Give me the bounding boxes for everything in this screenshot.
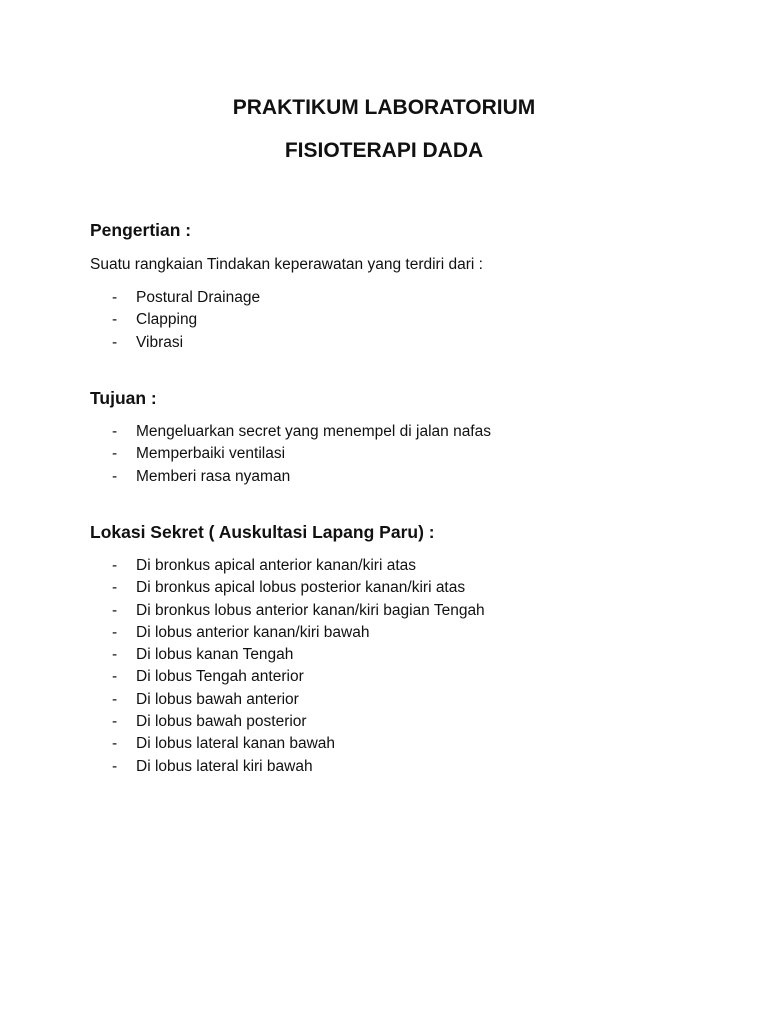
bullet-dash: -	[112, 690, 118, 708]
list-item-text: Clapping	[136, 311, 198, 329]
list-item-text: Memberi rasa nyaman	[136, 467, 291, 485]
list-item-text: Postural Drainage	[136, 289, 261, 306]
bullet-dash: -	[112, 646, 118, 664]
bullet-dash: -	[112, 289, 118, 306]
bullet-dash: -	[112, 467, 118, 485]
pengertian-intro: Suatu rangkaian Tindakan keperawatan yang terdiri dari :	[90, 256, 483, 273]
bullet-dash: -	[112, 423, 118, 440]
bullet-dash: -	[112, 757, 118, 775]
bullet-dash: -	[112, 445, 118, 463]
bullet-dash: -	[112, 735, 118, 753]
bullet-dash: -	[112, 623, 118, 641]
list-item-text: Di lobus kanan Tengah	[136, 646, 294, 664]
document-title-line-1: PRAKTIKUM LABORATORIUM	[232, 96, 536, 119]
bullet-dash: -	[112, 668, 118, 686]
list-item-text: Vibrasi	[136, 333, 184, 351]
list-item-text: Di bronkus apical anterior kanan/kiri atas	[136, 557, 416, 574]
list-item-text: Mengeluarkan secret yang menempel di jalan nafas	[136, 423, 491, 440]
bullet-dash: -	[112, 557, 118, 574]
list-item-text: Memperbaiki ventilasi	[136, 445, 286, 463]
bullet-dash: -	[112, 311, 118, 329]
list-item-text: Di bronkus lobus anterior kanan/kiri bagian Tengah	[136, 601, 485, 619]
list-item-text: Di bronkus apical lobus posterior kanan/kiri atas	[136, 579, 466, 597]
tujuan-heading: Tujuan :	[90, 388, 157, 408]
list-item-text: Di lobus anterior kanan/kiri bawah	[136, 623, 370, 641]
list-item-text: Di lobus bawah posterior	[136, 713, 307, 731]
bullet-dash: -	[112, 333, 118, 351]
pengertian-heading: Pengertian :	[90, 220, 192, 240]
document-title-line-2: FISIOTERAPI DADA	[284, 139, 484, 162]
bullet-dash: -	[112, 579, 118, 597]
list-item-text: Di lobus lateral kanan bawah	[136, 735, 336, 753]
lokasi-heading: Lokasi Sekret ( Auskultasi Lapang Paru) :	[90, 522, 435, 542]
list-item-text: Di lobus bawah anterior	[136, 690, 299, 708]
list-item-text: Di lobus Tengah anterior	[136, 668, 304, 686]
bullet-dash: -	[112, 713, 118, 731]
list-item-text: Di lobus lateral kiri bawah	[136, 757, 313, 775]
bullet-dash: -	[112, 601, 118, 619]
